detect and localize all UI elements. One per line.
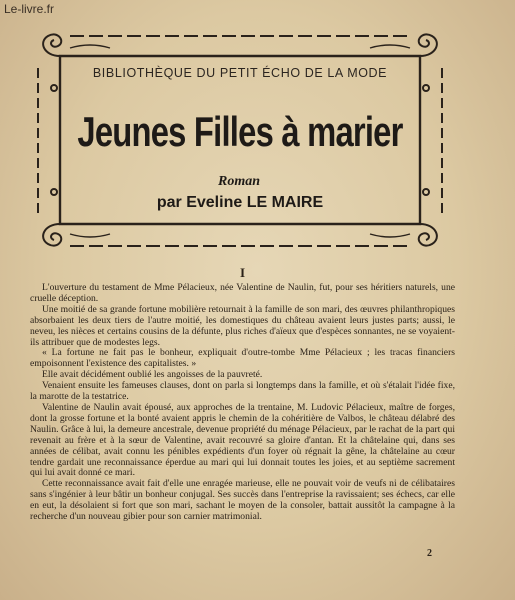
genre-label: Roman <box>218 174 261 189</box>
author-prefix: par Eveline <box>156 194 243 211</box>
page-number: 2 <box>427 548 432 559</box>
paragraph: Venaient ensuite les fameuses clauses, dont on parla si longtemps dans la famille, et où s'étalait l'idée fixe, la marotte de la testatrice. <box>30 380 455 403</box>
paragraph: Elle avait décidément oublié les angoisses de la pauvreté. <box>42 369 263 381</box>
book-title: Jeunes Filles à marier <box>77 108 403 155</box>
paragraph: Valentine de Naulin avait épousé, aux approches de la trentaine, M. Ludovic Pélacieux, maître de forges, dont la grosse fortune et la bonté avaient appris le chemin de la cohéritière de Valbos, le château délabré des Naulin. Grâce à lui, la demeure ancestrale, devenue propriété du ménage Pélacieux, par le rachat de la part qui revenait au frère et à la sœur de Valentine, avait recouvré sa gloire d'antan. Et la châtelaine qui, dans ses années de célibat, avait connu les pénibles expédients d'un foyer où régnait la gêne, la châtelaine au cœur tendre gardait une reconnaissance éperdue au mari qui lui donnait toutes les joies, et au septième sacrement qui lui avait donné ce mari. <box>30 401 455 479</box>
paragraph: Une moitié de sa grande fortune mobilière retournait à la famille de son mari, des œuvres philanthropiques absorbaient les deux tiers de l'autre moitié, les domestiques du château avaient leurs justes parts; aussi, le neveu, les nièces et certains cousins de la défunte, plus riches d'aïeux que d'espèces sonnantes, ne se voyaient-ils attribuer que de modestes legs. <box>30 303 455 348</box>
author-line <box>30 194 450 212</box>
series-name: BIBLIOTHÈQUE DU PETIT ÉCHO DE LA MODE <box>92 66 388 80</box>
chapter-number: I <box>240 265 246 280</box>
paragraph: L'ouverture du testament de Mme Pélacieux, née Valentine de Naulin, fut, pour ses héritiers naturels, une cruelle déception. <box>30 282 455 304</box>
watermark: Le-livre.fr <box>4 2 55 16</box>
author-name: LE MAIRE <box>246 194 324 211</box>
paragraph: Cette reconnaissance avait fait d'elle une enragée marieuse, elle ne pouvait voir de veufs ni de célibataires sans s'ingénier à leur bâtir un bonheur conjugal. Ses succès dans l'entreprise la ravissaient; ses échecs, car elle en eut, la désolaient si fort que son mari, sachant le moyen de la consoler, battait aussitôt la campagne à la recherche d'un nouveau gibier pour son carnier matrimonial. <box>30 478 455 523</box>
ornamental-title-frame <box>30 28 450 254</box>
paragraph: « La fortune ne fait pas le bonheur, expliquait d'outre-tombe Mme Pélacieux ; les tracas financiers empoisonnent l'existence des capitalistes. » <box>30 347 455 370</box>
body-text <box>30 283 455 523</box>
